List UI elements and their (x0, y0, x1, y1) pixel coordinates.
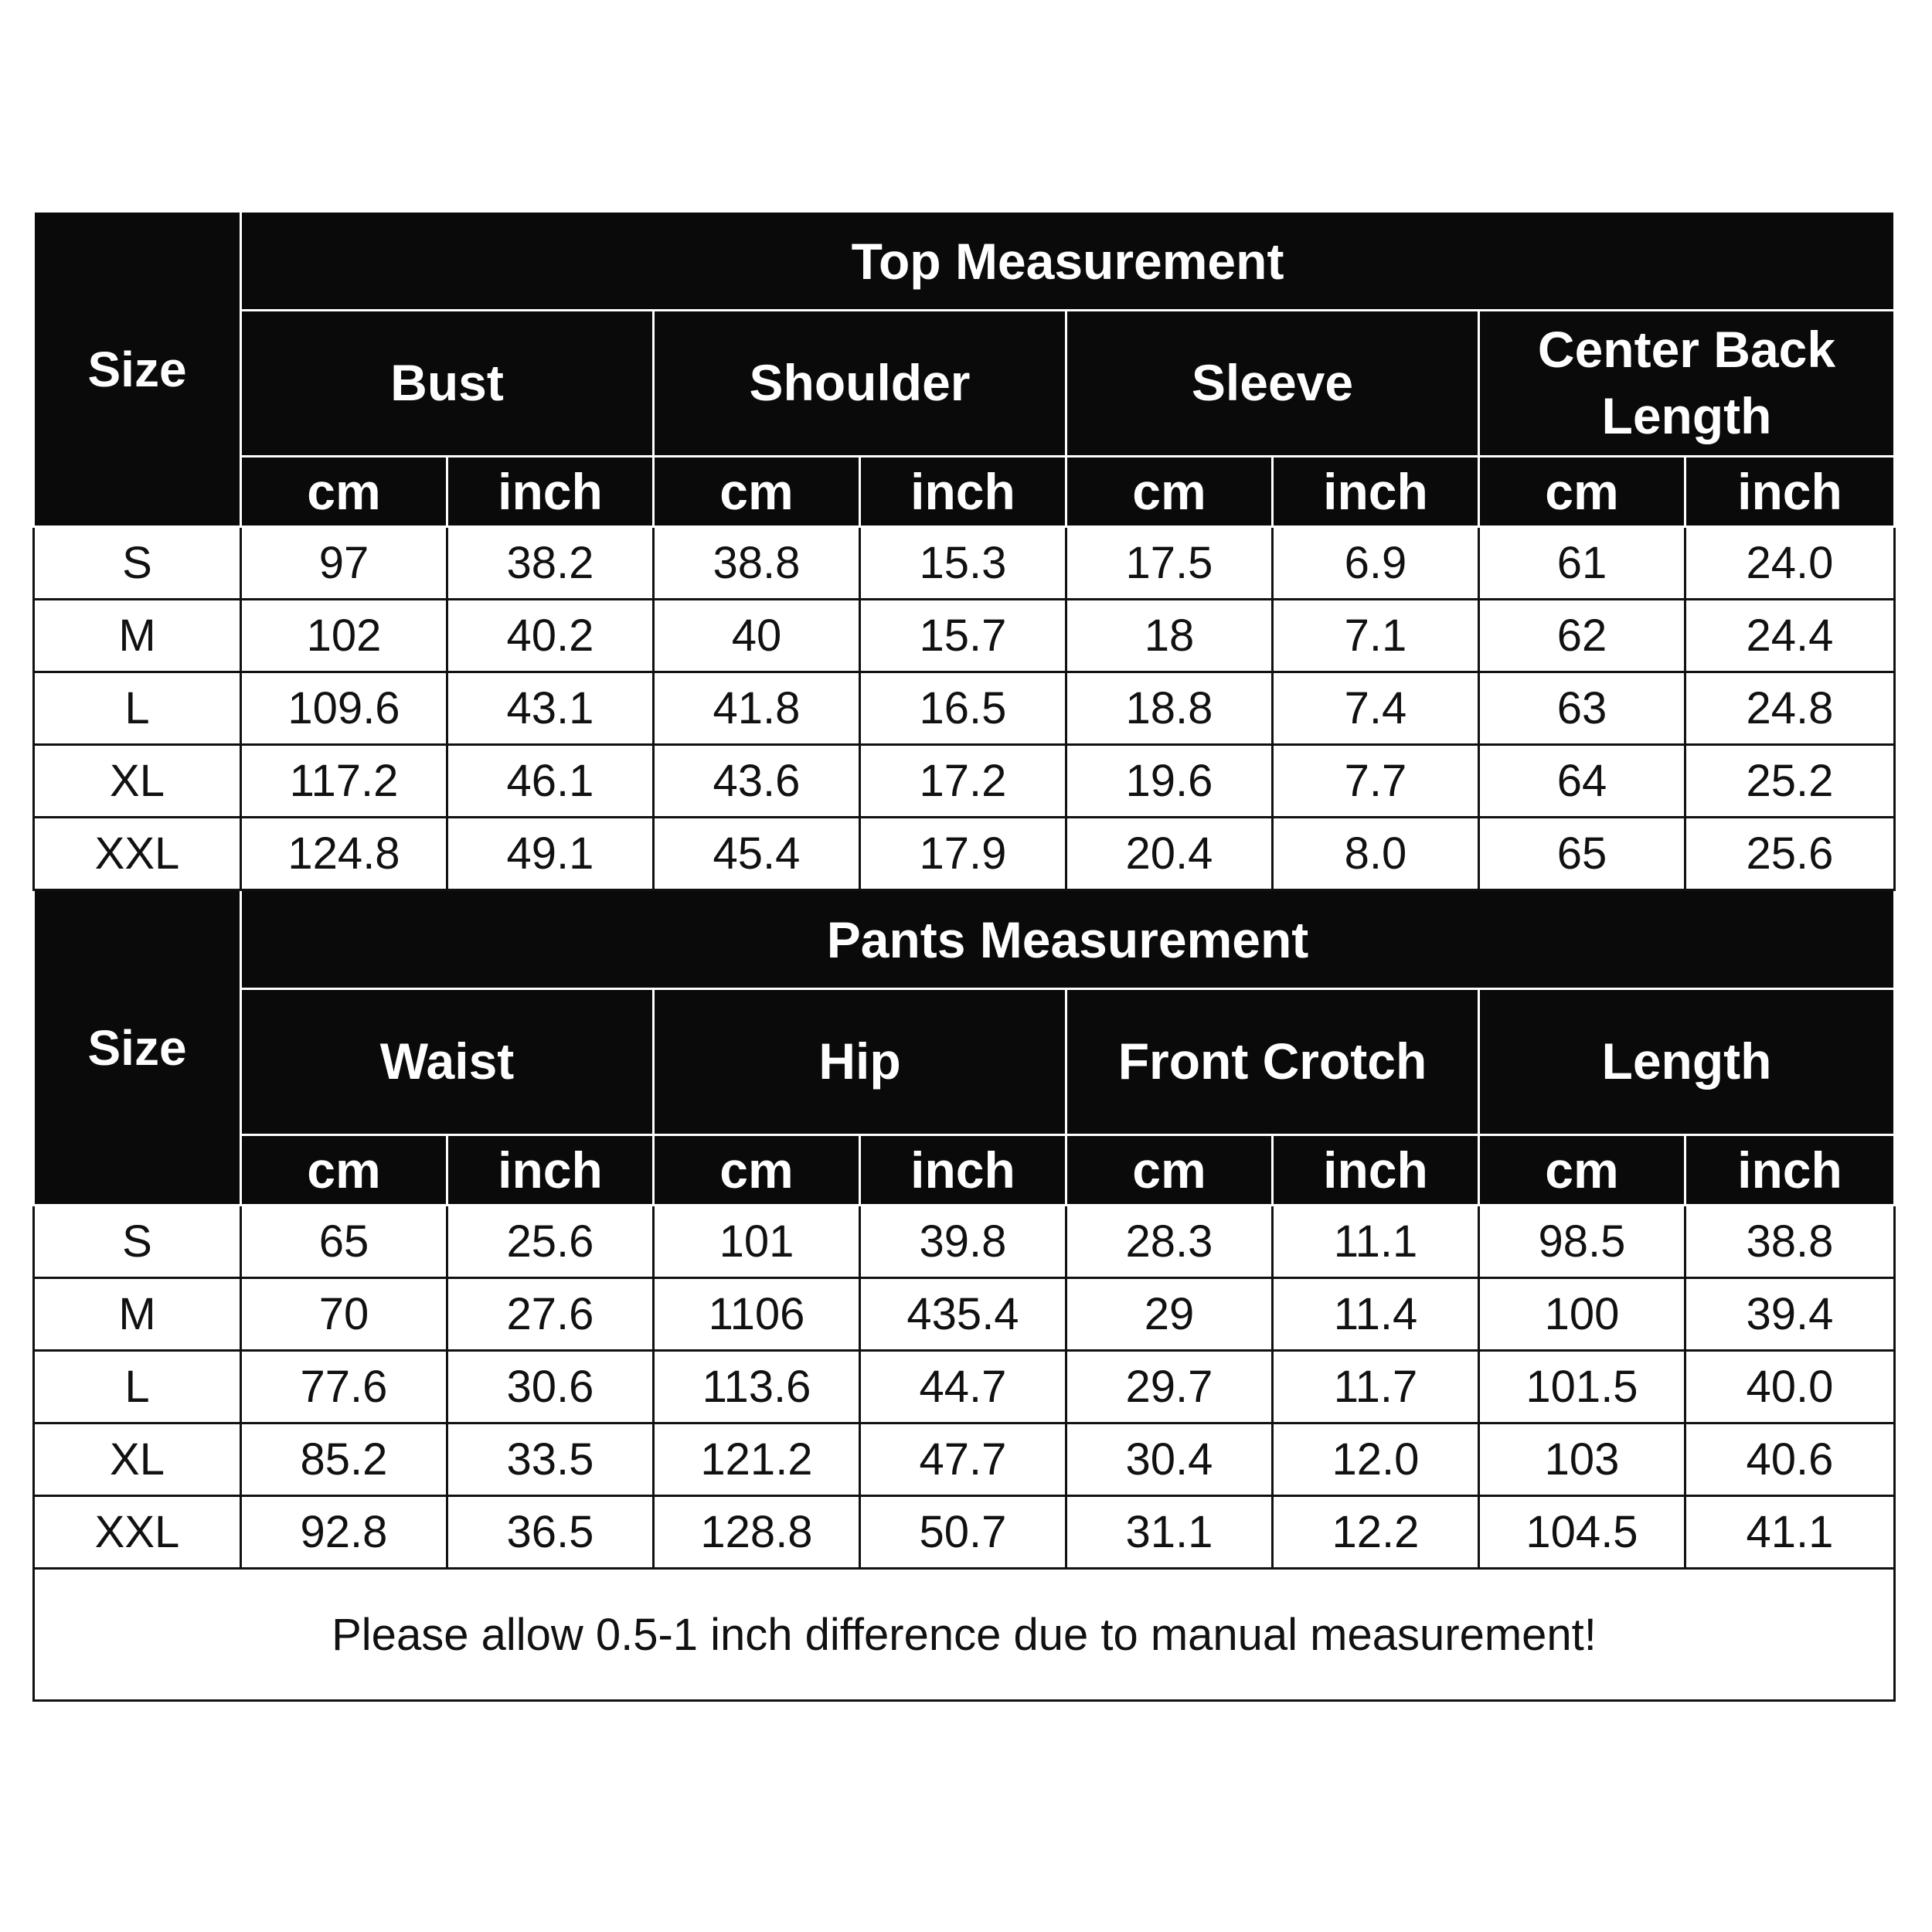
top-value-cell: 8.0 (1273, 818, 1479, 890)
top-unit-header: cm (654, 457, 860, 527)
top-value-cell: 25.6 (1685, 818, 1895, 890)
top-unit-header: cm (1479, 457, 1685, 527)
top-size-cell: M (34, 600, 241, 672)
pants-value-cell: 121.2 (654, 1423, 860, 1496)
pants-value-cell: 11.4 (1273, 1278, 1479, 1351)
top-value-cell: 24.8 (1685, 672, 1895, 745)
top-value-cell: 24.0 (1685, 527, 1895, 600)
top-value-cell: 46.1 (447, 745, 654, 818)
top-value-cell: 17.2 (860, 745, 1066, 818)
pants-value-cell: 101 (654, 1206, 860, 1278)
top-value-cell: 24.4 (1685, 600, 1895, 672)
top-value-cell: 38.2 (447, 527, 654, 600)
pants-value-cell: 98.5 (1479, 1206, 1685, 1278)
pants-value-cell: 39.4 (1685, 1278, 1895, 1351)
top-value-cell: 25.2 (1685, 745, 1895, 818)
pants-value-cell: 41.1 (1685, 1496, 1895, 1569)
top-unit-header: inch (860, 457, 1066, 527)
pants-measurement-rows (34, 1206, 1895, 1569)
top-value-cell: 43.1 (447, 672, 654, 745)
pants-value-cell: 29.7 (1066, 1351, 1273, 1423)
pants-value-cell: 40.6 (1685, 1423, 1895, 1496)
top-value-cell: 45.4 (654, 818, 860, 890)
pants-unit-header: cm (654, 1135, 860, 1206)
pants-size-cell: M (34, 1278, 241, 1351)
pants-table-row (34, 1423, 1895, 1496)
top-size-cell: S (34, 527, 241, 600)
pants-value-cell: 128.8 (654, 1496, 860, 1569)
top-column-header: Sleeve (1066, 311, 1479, 457)
top-column-header: Bust (241, 311, 654, 457)
top-column-header: Center Back Length (1479, 311, 1895, 457)
pants-value-cell: 47.7 (860, 1423, 1066, 1496)
pants-value-cell: 39.8 (860, 1206, 1066, 1278)
pants-value-cell: 77.6 (241, 1351, 447, 1423)
pants-value-cell: 12.2 (1273, 1496, 1479, 1569)
pants-value-cell: 28.3 (1066, 1206, 1273, 1278)
pants-value-cell: 31.1 (1066, 1496, 1273, 1569)
pants-value-cell: 101.5 (1479, 1351, 1685, 1423)
pants-value-cell: 29 (1066, 1278, 1273, 1351)
top-value-cell: 19.6 (1066, 745, 1273, 818)
pants-table-row (34, 1206, 1895, 1278)
top-unit-header: inch (1273, 457, 1479, 527)
top-value-cell: 109.6 (241, 672, 447, 745)
top-unit-header: cm (1066, 457, 1273, 527)
top-measurement-section (34, 212, 1895, 527)
top-value-cell: 7.4 (1273, 672, 1479, 745)
top-value-cell: 43.6 (654, 745, 860, 818)
pants-value-cell: 30.6 (447, 1351, 654, 1423)
pants-value-cell: 40.0 (1685, 1351, 1895, 1423)
pants-unit-header: cm (1479, 1135, 1685, 1206)
pants-value-cell: 12.0 (1273, 1423, 1479, 1496)
top-table-row (34, 600, 1895, 672)
top-value-cell: 38.8 (654, 527, 860, 600)
pants-size-cell: S (34, 1206, 241, 1278)
pants-value-cell: 11.7 (1273, 1351, 1479, 1423)
top-value-cell: 62 (1479, 600, 1685, 672)
top-value-cell: 49.1 (447, 818, 654, 890)
top-unit-header: cm (241, 457, 447, 527)
top-value-cell: 61 (1479, 527, 1685, 600)
top-value-cell: 15.3 (860, 527, 1066, 600)
top-value-cell: 18 (1066, 600, 1273, 672)
size-chart-table (32, 210, 1896, 1702)
top-value-cell: 102 (241, 600, 447, 672)
top-size-cell: XL (34, 745, 241, 818)
top-value-cell: 17.5 (1066, 527, 1273, 600)
pants-value-cell: 1106 (654, 1278, 860, 1351)
pants-unit-header: cm (1066, 1135, 1273, 1206)
pants-column-header: Length (1479, 989, 1895, 1135)
top-size-cell: XXL (34, 818, 241, 890)
top-value-cell: 20.4 (1066, 818, 1273, 890)
pants-value-cell: 11.1 (1273, 1206, 1479, 1278)
top-value-cell: 63 (1479, 672, 1685, 745)
top-value-cell: 124.8 (241, 818, 447, 890)
pants-value-cell: 103 (1479, 1423, 1685, 1496)
pants-value-cell: 113.6 (654, 1351, 860, 1423)
top-value-cell: 65 (1479, 818, 1685, 890)
pants-unit-header: cm (241, 1135, 447, 1206)
pants-measurement-section (34, 890, 1895, 1206)
top-measurement-title: Top Measurement (241, 212, 1895, 311)
pants-column-header: Hip (654, 989, 1066, 1135)
pants-value-cell: 25.6 (447, 1206, 654, 1278)
top-table-row (34, 672, 1895, 745)
pants-unit-header: inch (1273, 1135, 1479, 1206)
top-table-row (34, 745, 1895, 818)
top-column-header: Shoulder (654, 311, 1066, 457)
pants-size-cell: L (34, 1351, 241, 1423)
pants-value-cell: 44.7 (860, 1351, 1066, 1423)
pants-value-cell: 104.5 (1479, 1496, 1685, 1569)
pants-size-cell: XL (34, 1423, 241, 1496)
pants-measurement-title: Pants Measurement (241, 890, 1895, 989)
top-table-row (34, 818, 1895, 890)
pants-size-header: Size (34, 890, 241, 1206)
pants-value-cell: 38.8 (1685, 1206, 1895, 1278)
top-value-cell: 17.9 (860, 818, 1066, 890)
pants-table-row (34, 1496, 1895, 1569)
top-table-row (34, 527, 1895, 600)
top-value-cell: 40 (654, 600, 860, 672)
pants-value-cell: 30.4 (1066, 1423, 1273, 1496)
top-value-cell: 117.2 (241, 745, 447, 818)
pants-table-row (34, 1351, 1895, 1423)
pants-unit-header: inch (860, 1135, 1066, 1206)
pants-value-cell: 33.5 (447, 1423, 654, 1496)
top-value-cell: 16.5 (860, 672, 1066, 745)
top-measurement-rows (34, 527, 1895, 890)
top-unit-header: inch (1685, 457, 1895, 527)
top-value-cell: 7.7 (1273, 745, 1479, 818)
top-value-cell: 18.8 (1066, 672, 1273, 745)
pants-value-cell: 50.7 (860, 1496, 1066, 1569)
pants-size-cell: XXL (34, 1496, 241, 1569)
pants-value-cell: 65 (241, 1206, 447, 1278)
top-value-cell: 64 (1479, 745, 1685, 818)
top-value-cell: 15.7 (860, 600, 1066, 672)
pants-unit-header: inch (1685, 1135, 1895, 1206)
top-unit-header: inch (447, 457, 654, 527)
pants-value-cell: 36.5 (447, 1496, 654, 1569)
top-size-cell: L (34, 672, 241, 745)
pants-value-cell: 435.4 (860, 1278, 1066, 1351)
pants-column-header: Front Crotch (1066, 989, 1479, 1135)
top-value-cell: 97 (241, 527, 447, 600)
top-value-cell: 6.9 (1273, 527, 1479, 600)
top-value-cell: 7.1 (1273, 600, 1479, 672)
pants-value-cell: 85.2 (241, 1423, 447, 1496)
top-value-cell: 41.8 (654, 672, 860, 745)
top-value-cell: 40.2 (447, 600, 654, 672)
pants-unit-header: inch (447, 1135, 654, 1206)
pants-value-cell: 100 (1479, 1278, 1685, 1351)
measurement-note: Please allow 0.5-1 inch difference due to manual measurement! (34, 1569, 1895, 1701)
pants-table-row (34, 1278, 1895, 1351)
top-size-header: Size (34, 212, 241, 527)
pants-value-cell: 70 (241, 1278, 447, 1351)
pants-column-header: Waist (241, 989, 654, 1135)
pants-value-cell: 27.6 (447, 1278, 654, 1351)
pants-value-cell: 92.8 (241, 1496, 447, 1569)
